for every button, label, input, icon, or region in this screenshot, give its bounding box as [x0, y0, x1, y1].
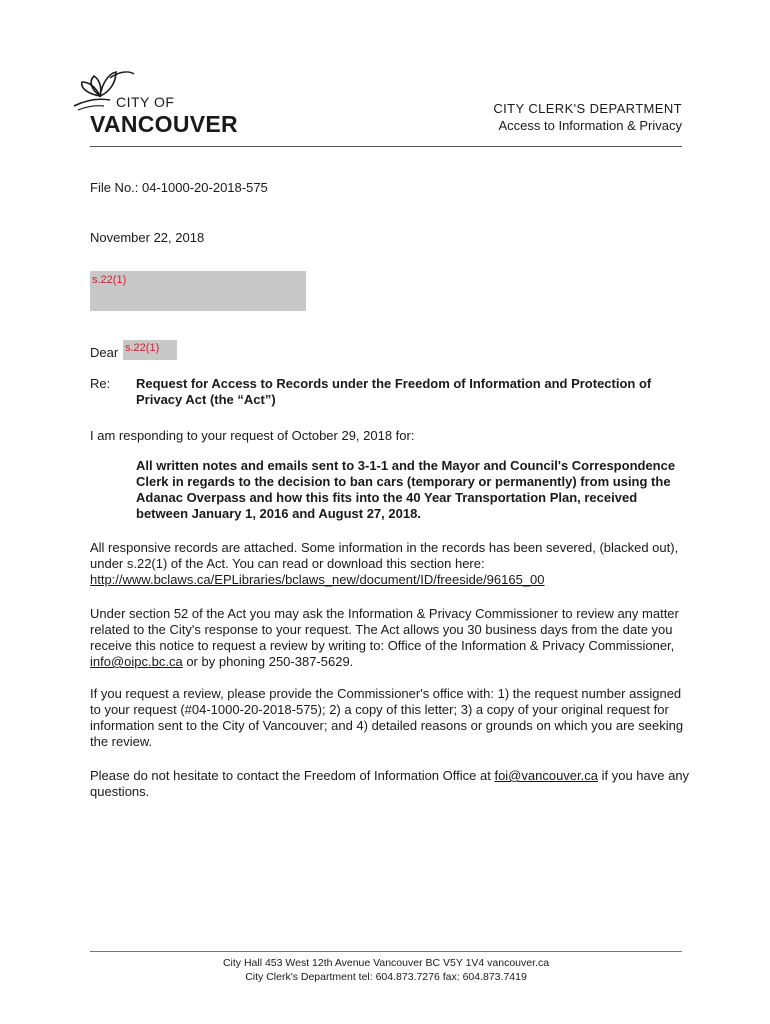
paragraph-contact-tail: if you have any questions. [90, 768, 690, 799]
footer-address: City Hall 453 West 12th Avenue Vancouver BC V5Y 1V4 vancouver.ca [222, 957, 550, 969]
file-number: File No.: 04-1000-20-2018-575 [90, 180, 268, 195]
re-subject: Request for Access to Records under the Freedom of Information and Protection of Privacy Act (the “Act”) [136, 376, 652, 407]
department-block [493, 100, 682, 134]
logo-city-of: CITY OF [116, 94, 175, 110]
department-name: CITY CLERK'S DEPARTMENT [493, 101, 682, 116]
subdepartment-name: Access to Information & Privacy [498, 118, 682, 133]
name-redaction [123, 340, 177, 360]
paragraph-review-requirements: If you request a review, please provide the Commissioner's office with: 1) the request number assigned to your request (#04-1000-20-2018-575); 2) a copy of this letter; 3) a copy of your original request for information sent to the City of Vancouver; and 4) detailed reasons or grounds on which you are seeking the review. [90, 686, 684, 749]
logo-vancouver: VANCOUVER [90, 111, 238, 137]
header-divider [90, 146, 682, 147]
paragraph-records [90, 540, 690, 588]
footer-contact: City Clerk's Department tel: 604.873.7276 fax: 604.873.7419 [245, 971, 527, 983]
oipc-email-link[interactable]: info@oipc.bc.ca [90, 654, 183, 669]
footer-divider [90, 951, 682, 952]
intro-line: I am responding to your request of October 29, 2018 for: [90, 428, 415, 443]
foi-email-link[interactable]: foi@vancouver.ca [494, 768, 598, 783]
redaction-label: s.22(1) [125, 342, 160, 354]
letter-date: November 22, 2018 [90, 230, 205, 245]
paragraph-review-rights [90, 606, 690, 670]
paragraph-contact-text: Please do not hesitate to contact the Freedom of Information Office at [90, 768, 491, 783]
footer [90, 956, 682, 984]
paragraph-contact [90, 768, 690, 800]
re-label: Re: [90, 376, 111, 391]
salutation: Dear [90, 345, 119, 360]
paragraph-review-tail: or by phoning 250-387-5629. [186, 654, 354, 669]
redaction-label: s.22(1) [92, 274, 127, 286]
request-text: All written notes and emails sent to 3-1-1 and the Mayor and Council's Correspondence Clerk in regards to the decision to ban cars (temporary or permanently) from using the Adanac Overpass and how this fits into the 40 Year Transportation Plan, received between January 1, 2016 and August 27, 2018. [136, 458, 676, 521]
address-redaction [90, 271, 306, 311]
paragraph-review-text: Under section 52 of the Act you may ask the Information & Privacy Commissioner to review any matter related to the City's response to your request. The Act allows you 30 business days from the date you receive this notice to request a review by writing to: Office of the Information & Privacy Commissioner, [90, 606, 679, 653]
paragraph-records-text: All responsive records are attached. Some information in the records has been severed, (blacked out), under s.22(1) of the Act. You can read or download this section here: [90, 540, 679, 571]
bclaws-link[interactable]: http://www.bclaws.ca/EPLibraries/bclaws_new/document/ID/freeside/96165_00 [90, 572, 545, 587]
city-logo [70, 64, 260, 140]
